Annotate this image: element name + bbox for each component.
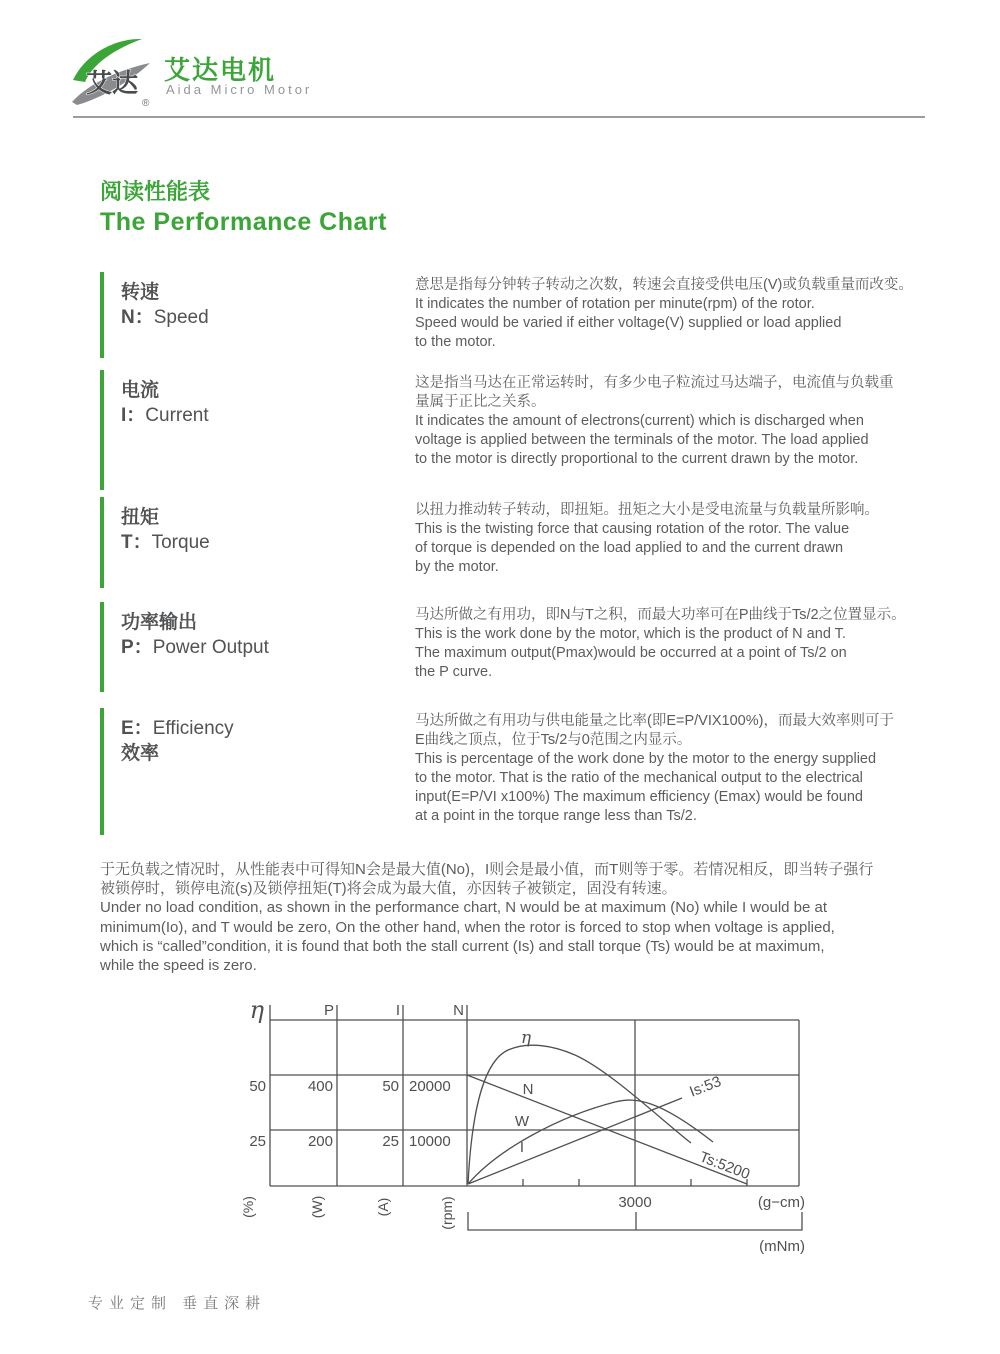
section-label-cn: 扭矩 [121, 507, 160, 528]
tick-n-20000: 20000 [409, 1078, 451, 1095]
section-symbol: T： [121, 532, 152, 553]
x-unit-gcm: (g−cm) [757, 1194, 805, 1211]
x-unit-mnm: (mNm) [759, 1238, 805, 1255]
logo-text: 艾达 [86, 68, 139, 98]
page-title-en: The Performance Chart [100, 208, 387, 236]
section-description [415, 606, 906, 682]
desc-line: Speed would be varied if either voltage(V) supplied or load applied [415, 314, 842, 331]
section-accent-bar [100, 497, 104, 588]
section-description [415, 712, 894, 825]
paragraph-line: minimum(Io), and T would be zero, On the other hand, when the rotor is forced to stop when voltage is applied, [100, 918, 835, 936]
desc-line: 意思是指每分钟转子转动之次数，转速会直接受供电压(V)或负载重量而改变。 [415, 277, 913, 293]
x-tick-3000: 3000 [618, 1194, 652, 1211]
section-label [121, 716, 234, 766]
paragraph-line: Under no load condition, as shown in the performance chart, N would be at maximum (No) while I would be at [100, 899, 828, 917]
section-accent-bar [100, 602, 104, 692]
unit-percent: (%) [240, 1196, 256, 1218]
section-description [415, 374, 894, 469]
tick-i-25: 25 [382, 1133, 399, 1150]
desc-line: 这是指当马达在正常运转时，有多少电子粒流过马达端子，电流值与负载重 [415, 375, 894, 391]
brand-name-en: Aida Micro Motor [166, 82, 313, 97]
desc-line: to the motor. That is the ratio of the mechanical output to the electrical [415, 769, 863, 786]
section-label-cn: 功率输出 [121, 612, 198, 633]
logo-registered-mark: ® [142, 98, 150, 109]
section-label-en: Power Output [152, 637, 269, 658]
footer-slogan: 专业定制 垂直深耕 [88, 1295, 267, 1312]
header-divider [73, 116, 925, 118]
axis-label-n: N [453, 1002, 464, 1019]
curve-label-w: W [514, 1113, 530, 1130]
tick-p-400: 400 [307, 1078, 333, 1095]
section-symbol: I： [121, 405, 146, 426]
section-label-en: Torque [151, 532, 210, 553]
section-label-cn: 效率 [121, 743, 160, 764]
section-label [121, 610, 269, 660]
paragraph-line: 于无负载之情况时，从性能表中可得知N会是最大值(No)，I则会是最小值，而T则等于零。若情况相反，即当转子强行 [100, 861, 874, 878]
paragraph-line: while the speed is zero. [100, 957, 257, 975]
curve-current [468, 1098, 682, 1184]
tick-n-10000: 10000 [409, 1133, 451, 1150]
desc-line: It indicates the number of rotation per minute(rpm) of the rotor. [415, 295, 815, 312]
section-label [121, 280, 209, 330]
axis-label-i: I [395, 1002, 400, 1019]
page-title-cn: 阅读性能表 [100, 179, 211, 204]
aida-logo [70, 36, 162, 110]
desc-line: 量属于正比之关系。 [415, 393, 546, 410]
desc-line: input(E=P/VI x100%) The maximum efficiency (Emax) would be found [415, 788, 863, 805]
section-symbol: N： [121, 307, 154, 328]
section-label [121, 505, 210, 555]
section-accent-bar [100, 272, 104, 358]
section-label [121, 378, 209, 428]
axis-label-eta: η [249, 996, 264, 1024]
unit-watt: (W) [309, 1195, 325, 1219]
desc-line: 马达所做之有用功，即N与T之积，而最大功率可在P曲线于Ts/2之位置显示。 [415, 607, 906, 623]
desc-line: 以扭力推动转子转动，即扭矩。扭矩之大小是受电流量与负载量所影响。 [415, 502, 879, 518]
desc-line: This is the work done by the motor, which is the product of N and T. [415, 625, 846, 642]
stall-current-label: Is:53 [687, 1073, 724, 1101]
curve-efficiency [468, 1045, 691, 1184]
axis-label-p: P [323, 1002, 334, 1019]
section-accent-bar [100, 708, 104, 835]
section-label-cn: 电流 [121, 380, 160, 401]
section-label-en: Efficiency [152, 718, 234, 739]
section-symbol: P： [121, 637, 153, 658]
desc-line: to the motor is directly proportional to the current drawn by the motor. [415, 450, 859, 467]
desc-line: E曲线之顶点，位于Ts/2与0范围之内显示。 [415, 731, 692, 748]
desc-line: This is percentage of the work done by the motor to the energy supplied [415, 750, 877, 767]
desc-line: to the motor. [415, 333, 496, 350]
section-description [415, 501, 879, 577]
tick-eta-50: 50 [249, 1078, 266, 1095]
desc-line: of torque is depended on the load applied to and the current drawn [415, 539, 844, 556]
curve-power [468, 1100, 713, 1184]
mnm-axis [468, 1212, 802, 1230]
desc-line: at a point in the torque range less than Ts/2. [415, 807, 697, 824]
desc-line: voltage is applied between the terminals of the motor. The load applied [415, 431, 869, 448]
curve-label-n: N [522, 1081, 534, 1098]
curve-label-eta: η [520, 1028, 532, 1048]
paragraph-line: which is “called”condition, it is found that both the stall current (Is) and stall torque (Ts) would be at maximum, [100, 937, 825, 955]
desc-line: by the motor. [415, 558, 499, 575]
tick-p-200: 200 [307, 1133, 333, 1150]
brand-name-cn: 艾达电机 [164, 55, 277, 85]
stall-torque-label: Ts:5200 [697, 1148, 753, 1184]
desc-line: It indicates the amount of electrons(current) which is discharged when [415, 412, 864, 429]
no-load-paragraph [100, 860, 940, 975]
curve-label-i: I [519, 1139, 525, 1156]
tick-i-50: 50 [382, 1078, 399, 1095]
paragraph-line: 被锁停时，锁停电流(s)及锁停扭矩(T)将会成为最大值，亦因转子被锁定，固没有转速。 [100, 880, 677, 898]
tick-eta-25: 25 [249, 1133, 266, 1150]
performance-chart [230, 995, 830, 1265]
unit-ampere: (A) [375, 1197, 391, 1217]
desc-line: This is the twisting force that causing rotation of the rotor. The value [415, 520, 850, 537]
section-label-en: Speed [153, 307, 209, 328]
desc-line: the P curve. [415, 663, 493, 680]
section-label-en: Current [145, 405, 209, 426]
section-accent-bar [100, 370, 104, 490]
section-description [415, 276, 913, 352]
section-label-cn: 转速 [121, 282, 160, 303]
desc-line: 马达所做之有用功与供电能量之比率(即E=P/VIX100%)，而最大效率则可于 [415, 713, 894, 729]
section-symbol: E： [121, 718, 153, 739]
desc-line: The maximum output(Pmax)would be occurred at a point of Ts/2 on [415, 644, 847, 661]
unit-rpm: (rpm) [439, 1196, 455, 1230]
